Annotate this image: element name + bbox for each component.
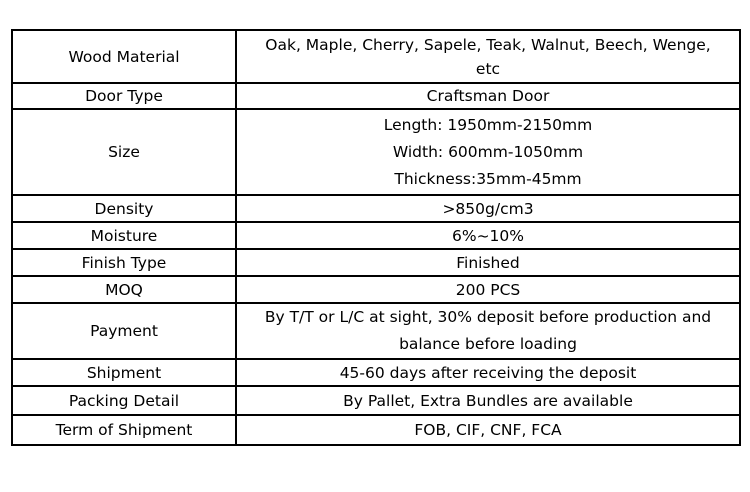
table-row-shipment	[12, 359, 740, 386]
value-line: Craftsman Door	[426, 87, 550, 105]
value-line: By Pallet, Extra Bundles are available	[343, 391, 633, 410]
row-label: Finish Type	[12, 249, 236, 276]
table-row-finish-type	[12, 249, 740, 276]
row-value	[236, 30, 740, 83]
value-line: >850g/cm3	[442, 199, 534, 218]
row-label: Size	[12, 109, 236, 195]
row-label: Payment	[12, 303, 236, 359]
row-label: Wood Material	[12, 30, 236, 83]
row-value	[236, 249, 740, 276]
row-label: Moisture	[12, 222, 236, 249]
value-line: Oak, Maple, Cherry, Sapele, Teak, Walnut, Beech, Wenge,	[265, 35, 711, 54]
row-value	[236, 83, 740, 109]
row-value	[236, 303, 740, 359]
value-line: By T/T or L/C at sight, 30% deposit before production and	[264, 308, 712, 326]
table-row-moisture	[12, 222, 740, 249]
table-row-size	[12, 109, 740, 195]
row-value	[236, 195, 740, 222]
value-line: 6%~10%	[451, 226, 525, 245]
value-line: balance before loading	[399, 335, 577, 353]
value-line: 200 PCS	[455, 280, 521, 299]
row-value	[236, 222, 740, 249]
table-row-moq	[12, 276, 740, 303]
value-line: Finished	[456, 253, 520, 272]
table-row-term-of-shipment	[12, 415, 740, 445]
table-row-door-type	[12, 83, 740, 109]
table-row-wood-material	[12, 30, 740, 83]
value-line: Length: 1950mm-2150mm	[383, 115, 593, 134]
value-line: Width: 600mm-1050mm	[392, 142, 584, 161]
row-value	[236, 386, 740, 415]
value-line: FOB, CIF, CNF, FCA	[414, 421, 562, 439]
row-value	[236, 415, 740, 445]
table-row-packing-detail	[12, 386, 740, 415]
row-value	[236, 109, 740, 195]
row-value	[236, 359, 740, 386]
table-row-density	[12, 195, 740, 222]
row-label: Shipment	[12, 359, 236, 386]
row-value	[236, 276, 740, 303]
row-label: Door Type	[12, 83, 236, 109]
value-line: Thickness:35mm-45mm	[394, 169, 582, 188]
row-label: Density	[12, 195, 236, 222]
row-label: MOQ	[12, 276, 236, 303]
value-line: 45-60 days after receiving the deposit	[339, 363, 637, 382]
row-label: Packing Detail	[12, 386, 236, 415]
row-label: Term of Shipment	[12, 415, 236, 445]
value-line: etc	[475, 59, 501, 78]
spec-table	[11, 29, 741, 446]
table-row-payment	[12, 303, 740, 359]
